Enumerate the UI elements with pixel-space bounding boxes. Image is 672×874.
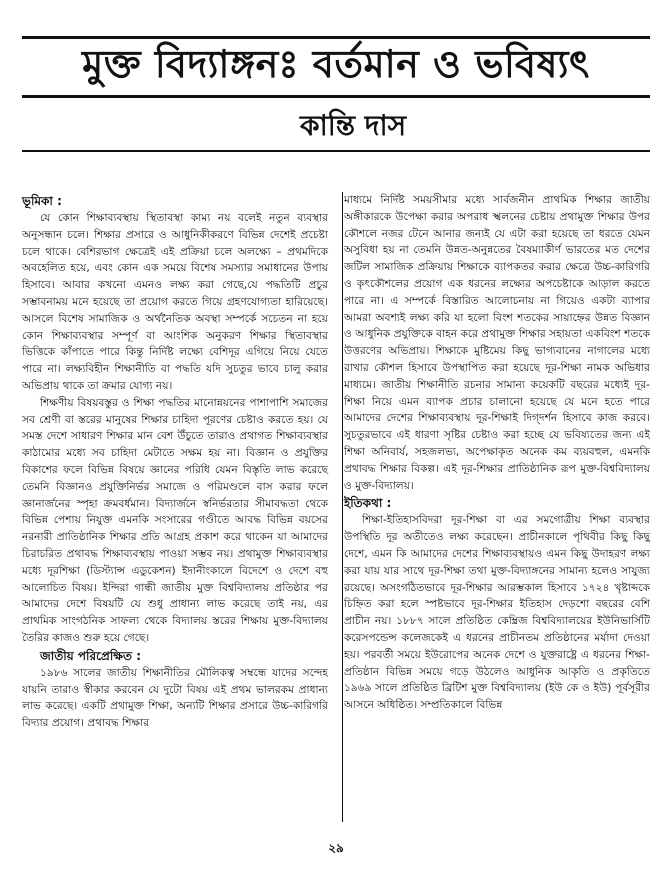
page-number: ২৯ (328, 841, 344, 855)
article-title: মুক্ত বিদ্যাঙ্গনঃ বর্তমান ও ভবিষ্যৎ (82, 42, 590, 86)
left-column (22, 192, 328, 822)
paragraph: যে কোন শিক্ষাব্যবস্থায় স্থিতাবস্থা কাম্য নয় বলেই নতুন ব্যবস্থার অনুসন্ধান চলে। শিক্ষার প্রসারে ও আধুনিকীকরণে বিভিন্ন দেশেই প্রচেষ্টা চলে থাকে। বেশিরভাগ ক্ষেত্রেই এই প্রক্রিয়া চলে অলক্ষ্যে – প্রথমদিকে অবহেলিত হয়ে, এবং কোন এক সময়ে বিশেষ সমস্যার সমাধানের উপায় হিসাবে। আবার কখনো এমনও লক্ষ্য করা গেছে,যে পদ্ধতিটি প্রচুর সম্ভাবনাময় মনে হয়েছে তা প্রয়োগ করতে গিয়ে গ্রহণযোগ্যতা হারিয়েছে। আসলে বিশেষ সামাজিক ও অর্থনৈতিক অবস্থা সম্পর্কে সচেতন না হয়ে কোন শিক্ষাব্যবস্থার সম্পূর্ণ বা আংশিক অনুকরণ শিক্ষার স্থিতাবস্থার ভিত্তিকে কাঁপাতে পারে কিন্তু নির্দিষ্ট লক্ষ্যে বেশিদূর এগিয়ে নিয়ে যেতে পারে না। লক্ষ্যবিহীন শিক্ষানীতি বা পদ্ধতি যদি সুচতুর ভাবে চালু করার অভিপ্রায় থাকে তা ক্রমার যোগ্য নয়। (22, 212, 328, 392)
article-body (22, 192, 650, 822)
section-heading-introduction: ভূমিকা : (22, 194, 62, 208)
paragraph: মাধ্যমে নির্দিষ্ট সময়সীমার মধ্যে সার্বজনীন প্রাথমিক শিক্ষার জাতীয় অঙ্গীকারকে উপেক্ষা করার অপরাধ স্খলনের চেষ্টায় প্রথামুক্ত শিক্ষার উপর কৌশলে নজর টেনে আনার জন্যই যে এটা করা হয়েছে তা ধরতে যেমন অসুবিধা হয় না তেমনি উন্নত-অনুন্নতের বৈষম্যাকীর্ণ ভারতের মত দেশের জটিল সামাজিক প্রক্রিয়ায় শিক্ষাকে ব্যাপকতর করার ক্ষেত্রে উচ্চ-কারিগরি ও কৃৎকৌশলের প্রয়োগ এক ধরনের লক্ষ্যের অপচেষ্টাকে আড়াল করতে পারে না। এ সম্পর্কে বিস্তারিত আলোচনায় না গিয়েও একটা ব্যাপার আমরা অবশ্যই লক্ষ্য করি যা হলো বিংশ শতকের সায়াহ্নের উন্নত বিজ্ঞান ও আধুনিক প্রযুক্তিকে বাহন করে প্রথামুক্ত শিক্ষার সহায়তা একবিংশ শতকে উত্তরণের অভিপ্রায়। শিক্ষাকে মুষ্টিমেয় কিছু ভাগ্যবানের নাগালের মধ্যে রাখার কৌশল হিসাবে উপস্থাপিত করা হয়েছে দূর-শিক্ষা নামক অভিধার মাধ্যমে। জাতীয় শিক্ষানীতি রচনার সামান্য কয়েকটি বছরের মধ্যেই দূর-শিক্ষা নিয়ে এমন ব্যাপক প্রচার চালানো হয়েছে যে মনে হতে পারে আমাদের দেশের শিক্ষাব্যবস্থায় দূর-শিক্ষাই দিগ্‌দর্শন হিসাবে কাজ করবে। সুচতুরভাবে এই ধারণা সৃষ্টির চেষ্টাও করা হচ্ছে যে ভবিষ্যতের জন্য এই শিক্ষা অনিবার্য, সহজলভ্য, অপেক্ষাকৃত অনেক কম ব্যয়বহুল, এমনকি প্রথাবদ্ধ শিক্ষার বিকল্প। এই দূর-শিক্ষার প্রাতিষ্ঠানিক রূপ মুক্ত-বিশ্ববিদ্যালয় ও মুক্ত-বিদ্যালয়। (344, 194, 650, 492)
paragraph: শিক্ষণীয় বিষয়বস্তুর ও শিক্ষা পদ্ধতির মানোন্নয়নের পাশাপাশি সমাজের সব শ্রেণী বা স্তরের মানুষের শিক্ষার চাহিদা পূরণের চেষ্টাও করতে হয়। যে সমস্ত দেশে সাধারণ শিক্ষার মান বেশ উঁচুতে তারাও প্রথাগত শিক্ষাব্যবস্থার কাঠামোর মধ্যে সব চাহিদা মেটাতে সক্ষম হয় না। বিজ্ঞান ও প্রযুক্তির বিকাশের ফলে বিভিন্ন বিষয়ে জ্ঞানের পরিধি যেমন বিস্তৃতি লাভ করেছে তেমনি বিজ্ঞানও প্রযুক্তিনির্ভর সমাজে ও পরিমণ্ডলে বাস করার ফলে জ্ঞানার্জনের স্পৃহা ক্রমবর্ধমান। বিদ্যার্জনে স্বনির্ভরতার সীমাবদ্ধতা থেকে বিভিন্ন পেশায় নিযুক্ত এমনকি সংসারের গণ্ডীতে আবদ্ধ বিভিন্ন বয়সের নরনারী প্রাতিষ্ঠানিক শিক্ষার প্রতি আগ্রহ প্রকাশ করে থাকেন যা আমাদের চিরাচরিত প্রথাবদ্ধ শিক্ষাব্যবস্থায় পাওয়া সম্ভব নয়। প্রথামুক্ত শিক্ষাব্যবস্থার মধ্যে দূরশিক্ষা (ডিস্ট্যান্স এডুকেশন) ইদানীংকালে বিদেশে ও দেশে বহু আলোচিত বিষয়। ইন্দিরা গান্ধী জাতীয় মুক্ত বিশ্ববিদ্যালয় প্রতিষ্ঠার পর আমাদের দেশে বিষয়টি যে শুধু প্রাধান্য লাভ করেছে তাই নয়, এর প্রাথমিক সাংগঠনিক সাফল্য থেকে বিদ্যালয় স্তরের শিক্ষায় মুক্ত-বিদ্যালয় তৈরির কাজও শুরু হয়ে গেছে। (22, 396, 328, 644)
right-column (344, 192, 650, 822)
author-row (22, 98, 650, 150)
section-heading-national-context: জাতীয় পরিপ্রেক্ষিত : (40, 648, 141, 663)
section-heading-history: ইতিকথা : (344, 496, 392, 511)
paragraph: ১৯৮৬ সালের জাতীয় শিক্ষানীতির মৌলিকত্ব সম্বন্ধে যাদের সন্দেহ যায়নি তারাও স্বীকার করবেন যে দুটো বিষয় এই প্রথম ভালরকম প্রাধান্য লাভ করেছে। একটি প্রথামুক্ত শিক্ষা, অন্যটি শিক্ষার প্রসারে উচ্চ-কারিগরি বিদ্যার প্রয়োগ। প্রথাবদ্ধ শিক্ষার (22, 666, 328, 730)
article-author: কান্তি দাস (300, 109, 407, 142)
article-header (22, 36, 650, 152)
column-divider (342, 192, 343, 822)
paragraph: শিক্ষা-ইতিহাসবিদরা দূর-শিক্ষা বা এর সমগোত্রীয় শিক্ষা ব্যবস্থার উপস্থিতি দূর অতীতেও লক্ষ্য করেছেন। প্রাচীনকালে পৃথিবীর কিছু কিছু দেশে, এমন কি আমাদের দেশের শিক্ষাব্যবস্থায়ও এমন কিছু উদাহরণ লক্ষ্য করা যায় যার সাথে দূর-শিক্ষা তথা মুক্ত-বিদ্যাঙ্গনের সামান্য হলেও সাযুজ্য রয়েছে। অসংগঠিতভাবে দূর-শিক্ষার আরম্ভকাল হিসাবে ১৭২৪ খৃষ্টাব্দকে চিহ্নিত করা হলে স্পষ্টভাবে দূর-শিক্ষার ইতিহাস দেড়শো বছরের বেশি প্রাচীন নয়। ১৮৮৭ সালে প্রতিষ্ঠিত কেম্ব্রিজ বিশ্ববিদ্যালয়ের ইউনিভার্সিটি করেসপন্ডেন্স কলেজকেই এ ধরনের প্রাচীনতম প্রতিষ্ঠানের মর্যাদা দেওয়া হয়। পরবর্তী সময়ে ইউরোপের অনেক দেশে ও যুক্তরাষ্ট্রে এ ধরনের শিক্ষা-প্রতিষ্ঠান বিভিন্ন সময়ে গড়ে উঠলেও আধুনিক আকৃতি ও প্রকৃতিতে ১৯৬৯ সালে প্রতিষ্ঠিত ব্রিটিশ মুক্ত বিশ্ববিদ্যালয় (ইউ কে ও ইউ) পূর্বসূরীর আসনে অধিষ্ঠিত। সম্প্রতিকালে বিভিন্ন (344, 514, 650, 712)
